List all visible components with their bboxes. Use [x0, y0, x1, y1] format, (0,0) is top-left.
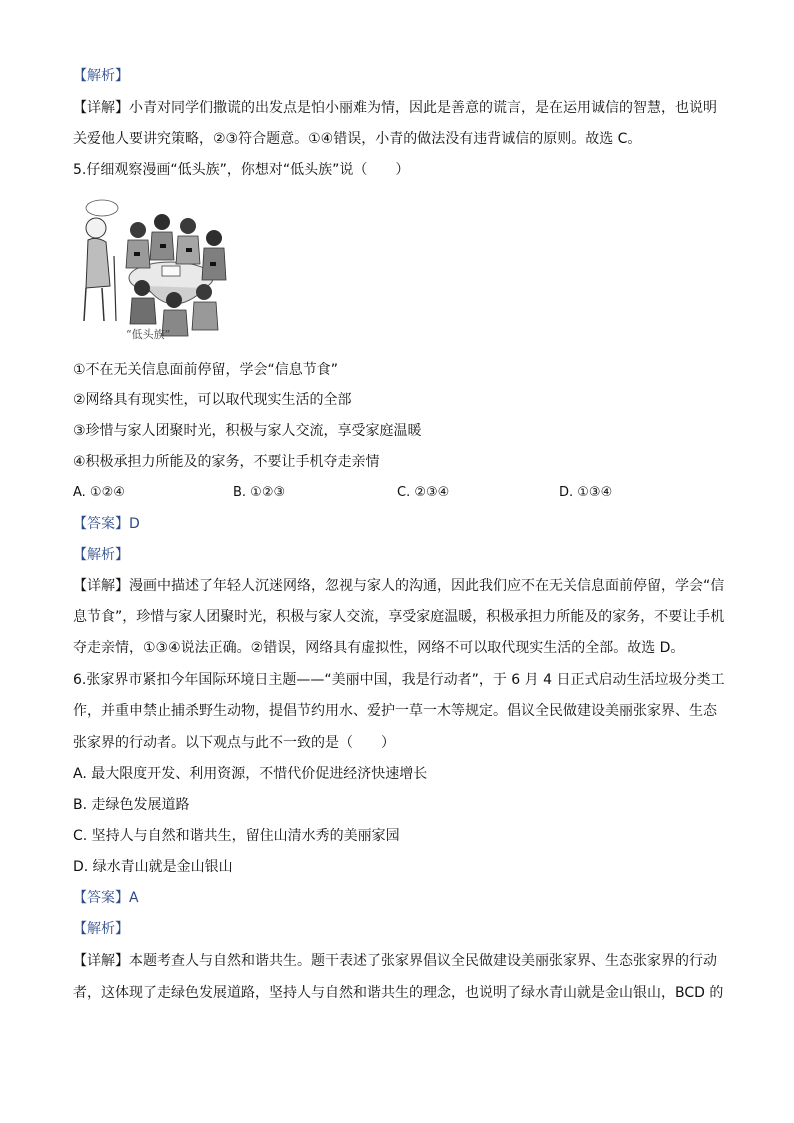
analysis-heading: 【解析】	[73, 921, 129, 937]
question-6-stem: 作，并重申禁止捕杀野生动物，提倡节约用水、爱护一草一木等规定。倡议全民做建设美丽张家界、生态	[73, 703, 717, 719]
question-6-option-c: C. 坚持人与自然和谐共生，留住山清水秀的美丽家园	[73, 828, 400, 844]
analysis-heading: 【解析】	[73, 547, 129, 563]
answer-heading: 【答案】A	[73, 890, 139, 906]
question-6-option-b: B. 走绿色发展道路	[73, 797, 190, 813]
question-5-option-b: B. ①②③	[233, 485, 286, 500]
question-5-item: ①不在无关信息面前停留，学会“信息节食”	[73, 362, 339, 378]
question-6-option-a: A. 最大限度开发、利用资源，不惜代价促进经济快速增长	[73, 766, 428, 782]
detail-paragraph-line: 【详解】本题考查人与自然和谐共生。题干表述了张家界倡议全民做建设美丽张家界、生态张家界的行动	[73, 953, 717, 969]
cartoon-caption: “低头族”	[126, 328, 171, 341]
answer-heading: 【答案】D	[73, 516, 140, 532]
question-5-option-d: D. ①③④	[559, 485, 613, 500]
detail-paragraph-line: 【详解】漫画中描述了年轻人沉迷网络，忽视与家人的沟通，因此我们应不在无关信息面前停留，学会“信	[73, 578, 725, 594]
detail-paragraph-line: 【详解】小青对同学们撒谎的出发点是怕小丽难为情，因此是善意的谎言，是在运用诚信的智慧，也说明	[73, 100, 717, 116]
question-6-stem: 张家界的行动者。以下观点与此不一致的是（ ）	[73, 735, 395, 751]
analysis-heading: 【解析】	[73, 68, 129, 84]
question-6-stem: 6.张家界市紧扣今年国际环境日主题——“美丽中国，我是行动者”，于 6 月 4 日正式启动生活垃圾分类工	[73, 672, 725, 688]
question-5-item: ②网络具有现实性，可以取代现实生活的全部	[73, 392, 352, 408]
question-5-stem: 5.仔细观察漫画“低头族”，你想对“低头族”说（ ）	[73, 162, 410, 178]
question-6-option-d: D. 绿水青山就是金山银山	[73, 859, 233, 875]
low-head-tribe-cartoon-image	[76, 196, 240, 346]
question-5-item: ③珍惜与家人团聚时光，积极与家人交流，享受家庭温暖	[73, 423, 422, 439]
detail-paragraph-line: 者，这体现了走绿色发展道路，坚持人与自然和谐共生的理念，也说明了绿水青山就是金山银山，BCD 的	[73, 985, 724, 1001]
question-5-item: ④积极承担力所能及的家务，不要让手机夺走亲情	[73, 454, 380, 470]
detail-paragraph-line: 夺走亲情，①③④说法正确。②错误，网络具有虚拟性，网络不可以取代现实生活的全部。故选 D。	[73, 640, 685, 656]
detail-paragraph-line: 关爱他人要讲究策略，②③符合题意。①④错误，小青的做法没有违背诚信的原则。故选 C。	[73, 131, 642, 147]
question-5-option-a: A. ①②④	[73, 485, 125, 500]
detail-paragraph-line: 息节食”，珍惜与家人团聚时光，积极与家人交流，享受家庭温暖，积极承担力所能及的家务，不要让手机	[73, 609, 725, 625]
question-5-option-c: C. ②③④	[397, 485, 450, 500]
